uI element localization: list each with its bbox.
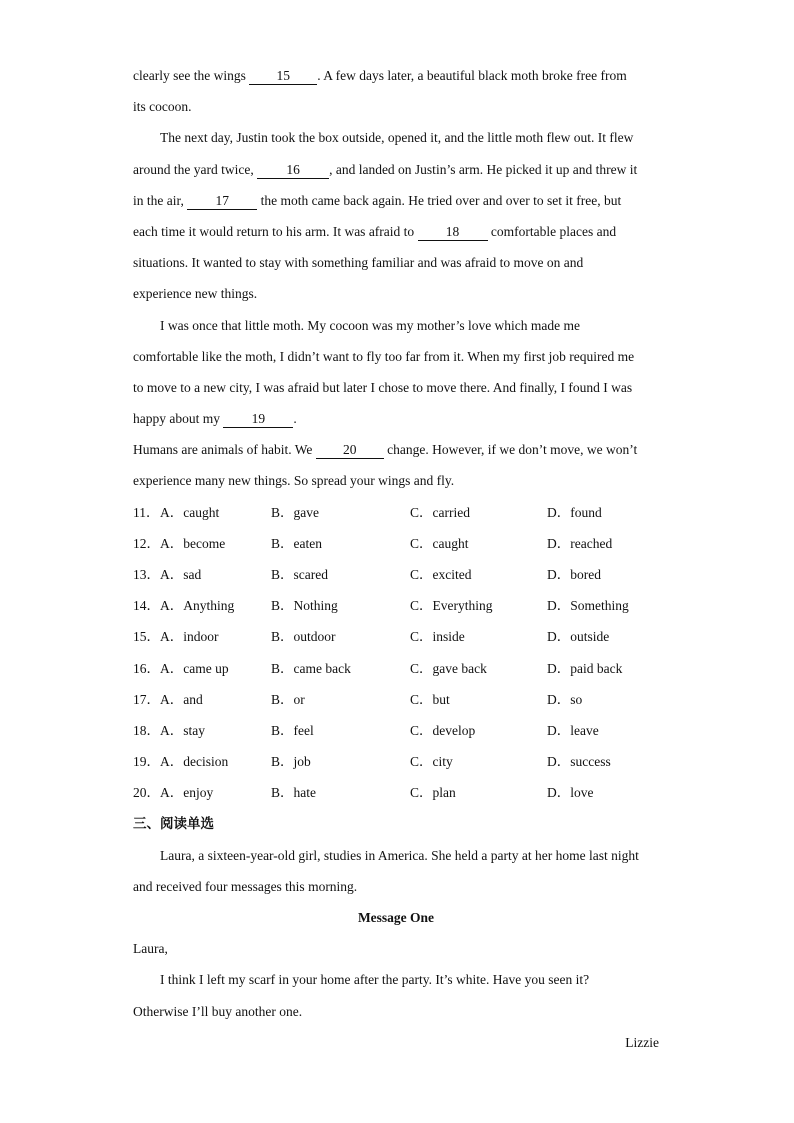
question-row — [133, 653, 659, 684]
text: happy about my — [133, 411, 224, 427]
document-page — [133, 60, 659, 1058]
option-c: C．gave back — [410, 660, 487, 676]
question-row — [133, 746, 659, 777]
text: comfortable places and — [487, 223, 617, 239]
option-a: A．sad — [160, 567, 202, 582]
question-row — [133, 528, 659, 559]
question-row — [133, 715, 659, 746]
text: clearly see the wings — [133, 68, 250, 83]
option-c: C．excited — [410, 567, 472, 582]
option-d: D．success — [547, 754, 611, 770]
question-number: 20． — [133, 785, 160, 801]
option-c: C．Everything — [410, 598, 493, 614]
option-b: B．job — [271, 754, 311, 770]
option-d: D．paid back — [547, 660, 623, 676]
option-d: D．outside — [547, 629, 610, 645]
option-d: D．found — [547, 504, 602, 520]
option-a: A．indoor — [160, 629, 219, 645]
text: around the yard twice, — [133, 161, 258, 177]
message-line: I think I left my scarf in your home after the party. It’s white. Have you seen it? — [160, 972, 590, 988]
text: Humans are animals of habit. We — [133, 442, 316, 458]
message-title: Message One — [357, 910, 435, 926]
option-c: C．plan — [410, 785, 456, 801]
blank-19: 19 — [223, 412, 293, 428]
blank-18: 18 — [418, 225, 488, 241]
passage-line: The next day, Justin took the box outside, opened it, and the little moth flew out. It flew — [160, 130, 634, 146]
message-signature: Lizzie — [625, 1034, 659, 1050]
option-d: D．bored — [547, 567, 601, 582]
question-number: 11． — [133, 504, 160, 520]
text: in the air, — [133, 192, 188, 208]
passage-line: I was once that little moth. My cocoon was my mother’s love which made me — [160, 317, 581, 333]
passage-line: its cocoon. — [133, 99, 192, 115]
option-c: C．inside — [410, 629, 465, 645]
option-c: C．caught — [410, 535, 469, 551]
option-a: A．become — [160, 535, 226, 551]
option-a: A．decision — [160, 754, 229, 770]
question-number: 18． — [133, 722, 160, 738]
question-row — [133, 559, 659, 590]
passage-line — [133, 154, 659, 185]
blank-20: 20 — [316, 443, 384, 459]
blank-17: 17 — [187, 194, 257, 210]
question-number: 13． — [133, 567, 160, 582]
option-a: A．stay — [160, 722, 205, 738]
option-b: B．Nothing — [271, 598, 338, 614]
text: , and landed on Justin’s arm. He picked it up and threw it — [329, 161, 638, 177]
option-d: D．reached — [547, 535, 613, 551]
blank-15: 15 — [249, 69, 317, 85]
passage-line: experience new things. — [133, 286, 258, 302]
option-d: D．so — [547, 691, 583, 707]
passage-line: to move to a new city, I was afraid but later I chose to move there. And finally, I found I was — [133, 379, 633, 395]
passage-line: comfortable like the moth, I didn’t want to fly too far from it. When my first job required me — [133, 348, 635, 364]
question-number: 12． — [133, 535, 160, 551]
passage-line — [133, 60, 659, 91]
question-number: 14． — [133, 598, 160, 614]
option-d: D．love — [547, 785, 594, 801]
option-c: C．but — [410, 691, 450, 707]
option-b: B．came back — [271, 660, 351, 676]
option-a: A．came up — [160, 660, 229, 676]
passage-line: Laura, a sixteen-year-old girl, studies in America. She held a party at her home last night — [160, 847, 639, 863]
text: the moth came back again. He tried over and over to set it free, but — [257, 192, 622, 208]
option-b: B．eaten — [271, 535, 322, 551]
question-row — [133, 777, 659, 808]
question-number: 19． — [133, 754, 160, 770]
text: change. However, if we don’t move, we won’t — [383, 442, 638, 458]
message-line: Otherwise I’ll buy another one. — [133, 1003, 303, 1019]
option-b: B．or — [271, 691, 305, 707]
section-heading: 三、阅读单选 — [133, 815, 214, 832]
option-b: B．hate — [271, 785, 316, 801]
question-row — [133, 684, 659, 715]
question-number: 15． — [133, 629, 160, 645]
message-salutation: Laura, — [133, 941, 168, 957]
passage-line — [133, 216, 659, 247]
option-d: D．leave — [547, 722, 599, 738]
option-b: B．outdoor — [271, 629, 336, 645]
option-a: A．Anything — [160, 598, 235, 614]
option-b: B．gave — [271, 504, 319, 520]
option-d: D．Something — [547, 598, 629, 614]
blank-16: 16 — [257, 163, 329, 179]
question-list — [133, 497, 659, 809]
option-b: B．feel — [271, 722, 314, 738]
passage-line: and received four messages this morning. — [133, 878, 358, 894]
question-row — [133, 621, 659, 652]
question-row — [133, 497, 659, 528]
option-a: A．enjoy — [160, 785, 214, 801]
text: . — [293, 411, 297, 427]
passage-line: situations. It wanted to stay with something familiar and was afraid to move on and — [133, 255, 584, 271]
question-row — [133, 590, 659, 621]
option-c: C．city — [410, 754, 453, 770]
passage-line — [133, 185, 659, 216]
option-c: C．carried — [410, 504, 470, 520]
option-a: A．and — [160, 691, 203, 707]
text: each time it would return to his arm. It was afraid to — [133, 223, 418, 239]
text: . A few days later, a beautiful black moth broke free from — [317, 68, 627, 83]
option-a: A．caught — [160, 504, 220, 520]
option-c: C．develop — [410, 722, 476, 738]
question-number: 16． — [133, 660, 160, 676]
passage-line — [133, 434, 659, 465]
passage-line — [133, 403, 659, 434]
passage-line: experience many new things. So spread your wings and fly. — [133, 473, 455, 489]
question-number: 17． — [133, 691, 160, 707]
option-b: B．scared — [271, 567, 328, 582]
